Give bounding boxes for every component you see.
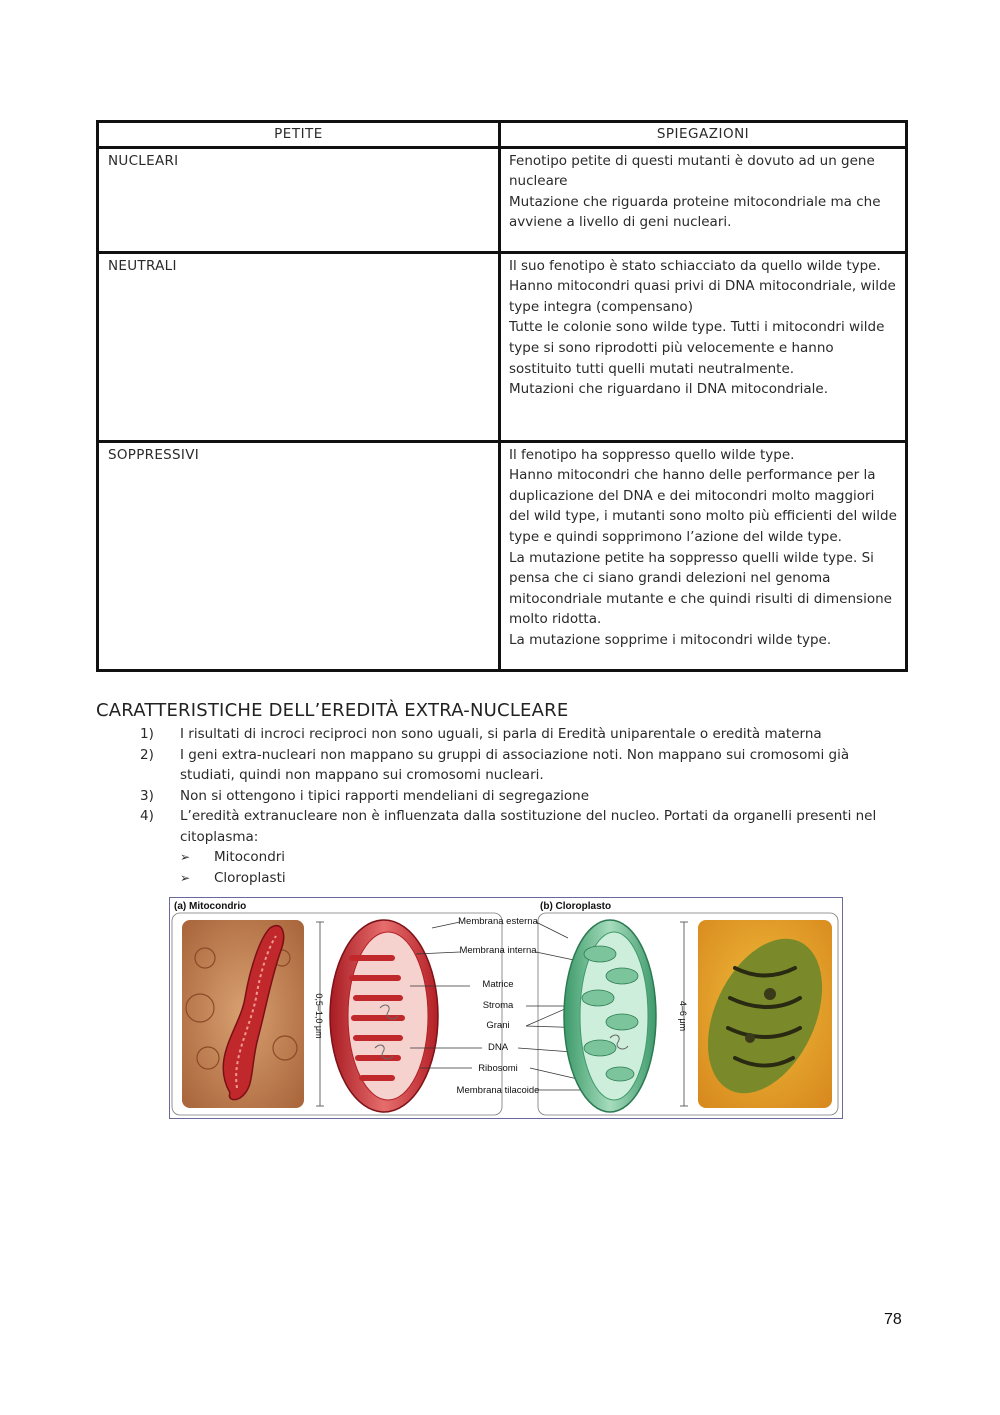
scale-label-right: 4–6 μm bbox=[678, 1000, 688, 1032]
list-item-text: L’eredità extranucleare non è influenzata dalla sostituzione del nucleo. Portati da organelli presenti nel citoplasma: bbox=[180, 808, 877, 845]
row-explanation-soppressivi bbox=[500, 441, 907, 670]
arrow-bullet-icon: ➢ bbox=[180, 870, 191, 885]
scale-label-left: 0,5–1,0 μm bbox=[314, 993, 324, 1039]
row-explanation-neutrali bbox=[500, 252, 907, 441]
table-row bbox=[98, 252, 907, 441]
list-number: 2) bbox=[140, 746, 154, 763]
arrow-bullet-icon: ➢ bbox=[180, 850, 191, 864]
list-number: 1) bbox=[140, 726, 154, 742]
explanation-line: Mutazione che riguarda proteine mitocondriale ma che avviene a livello di geni nucleari. bbox=[509, 193, 881, 231]
figure-title-left: (a) Mitocondrio bbox=[174, 901, 247, 912]
mitochondrion-illustration bbox=[330, 920, 438, 1112]
row-label-nucleari: NUCLEARI bbox=[98, 147, 500, 252]
page-number: 78 bbox=[884, 1311, 902, 1328]
section-title: CARATTERISTICHE DELL’EREDITÀ EXTRA-NUCLEARE bbox=[96, 700, 569, 721]
explanation-line: Hanno mitocondri che hanno delle performance per la duplicazione del DNA e dei mitocondri molto maggiori del wild type, i mutanti sono molto più efficienti del wilde type e quindi sopprimono l’azione del wilde type. bbox=[509, 467, 897, 545]
row-label-neutrali: NEUTRALI bbox=[98, 252, 500, 441]
organelle-figure bbox=[169, 897, 843, 1119]
row-explanation-nucleari bbox=[500, 147, 907, 252]
table-header-spiegazioni: SPIEGAZIONI bbox=[500, 122, 907, 148]
list-item bbox=[140, 806, 905, 888]
label-ribosomi: Ribosomi bbox=[478, 1063, 518, 1074]
explanation-line: La mutazione sopprime i mitocondri wilde type. bbox=[509, 631, 832, 648]
chloroplast-illustration bbox=[564, 920, 656, 1112]
explanation-line: Il fenotipo ha soppresso quello wilde type. bbox=[509, 446, 795, 463]
label-dna: DNA bbox=[487, 1042, 509, 1053]
explanation-line: La mutazione petite ha soppresso quelli wilde type. Si pensa che ci siano grandi delezioni nel genoma mitocondriale mutante e che quindi risulti di dimensione molto ridotta. bbox=[509, 549, 892, 628]
sublist-item bbox=[180, 868, 905, 889]
sublist-item bbox=[180, 847, 905, 868]
row-label-soppressivi: SOPPRESSIVI bbox=[98, 441, 500, 670]
list-item-text: I geni extra-nucleari non mappano su gruppi di associazione noti. Non mappano sui cromosomi già studiati, quindi non mappano sui cromosomi nucleari. bbox=[180, 746, 850, 783]
label-matrice: Matrice bbox=[482, 979, 514, 990]
mitochondrion-micrograph bbox=[182, 920, 304, 1108]
sublist-item-text: Mitocondri bbox=[214, 849, 286, 865]
label-grani: Grani bbox=[486, 1020, 510, 1031]
sublist-item-text: Cloroplasti bbox=[214, 869, 286, 886]
list-item bbox=[140, 745, 905, 786]
characteristics-list bbox=[140, 724, 905, 888]
table-header-row bbox=[98, 122, 907, 148]
organelle-illustration bbox=[170, 898, 842, 1118]
list-item bbox=[140, 724, 905, 745]
label-membrana-interna: Membrana interna bbox=[459, 945, 537, 956]
explanation-line: Fenotipo petite di questi mutanti è dovuto ad un gene nucleare bbox=[509, 152, 875, 190]
figure-title-right: (b) Cloroplasto bbox=[540, 901, 612, 912]
explanation-line: Il suo fenotipo è stato schiacciato da quello wilde type. bbox=[509, 257, 881, 274]
label-membrana-esterna: Membrana esterna bbox=[458, 916, 538, 927]
list-item-text: Non si ottengono i tipici rapporti mendeliani di segregazione bbox=[180, 787, 590, 804]
list-item bbox=[140, 786, 905, 807]
explanation-line: Mutazioni che riguardano il DNA mitocondriale. bbox=[509, 381, 828, 398]
explanation-line: Tutte le colonie sono wilde type. Tutti i mitocondri wilde type si sono riprodotti più velocemente e hanno sostituito tutti quelli mutati neutralmente. bbox=[509, 319, 885, 377]
label-membrana-tilacoide: Membrana tilacoide bbox=[456, 1085, 540, 1096]
list-number: 4) bbox=[140, 808, 154, 824]
table-header-petite: PETITE bbox=[98, 122, 500, 148]
list-item-text: I risultati di incroci reciproci non sono uguali, si parla di Eredità uniparentale o eredità materna bbox=[180, 726, 822, 742]
table-row bbox=[98, 147, 907, 252]
table-row bbox=[98, 441, 907, 670]
label-stroma: Stroma bbox=[482, 1000, 514, 1011]
explanation-line: Hanno mitocondri quasi privi di DNA mitocondriale, wilde type integra (compensano) bbox=[509, 278, 896, 315]
petite-table bbox=[96, 120, 908, 672]
list-number: 3) bbox=[140, 787, 154, 804]
chloroplast-micrograph bbox=[685, 920, 842, 1111]
organelle-sublist bbox=[180, 847, 905, 888]
